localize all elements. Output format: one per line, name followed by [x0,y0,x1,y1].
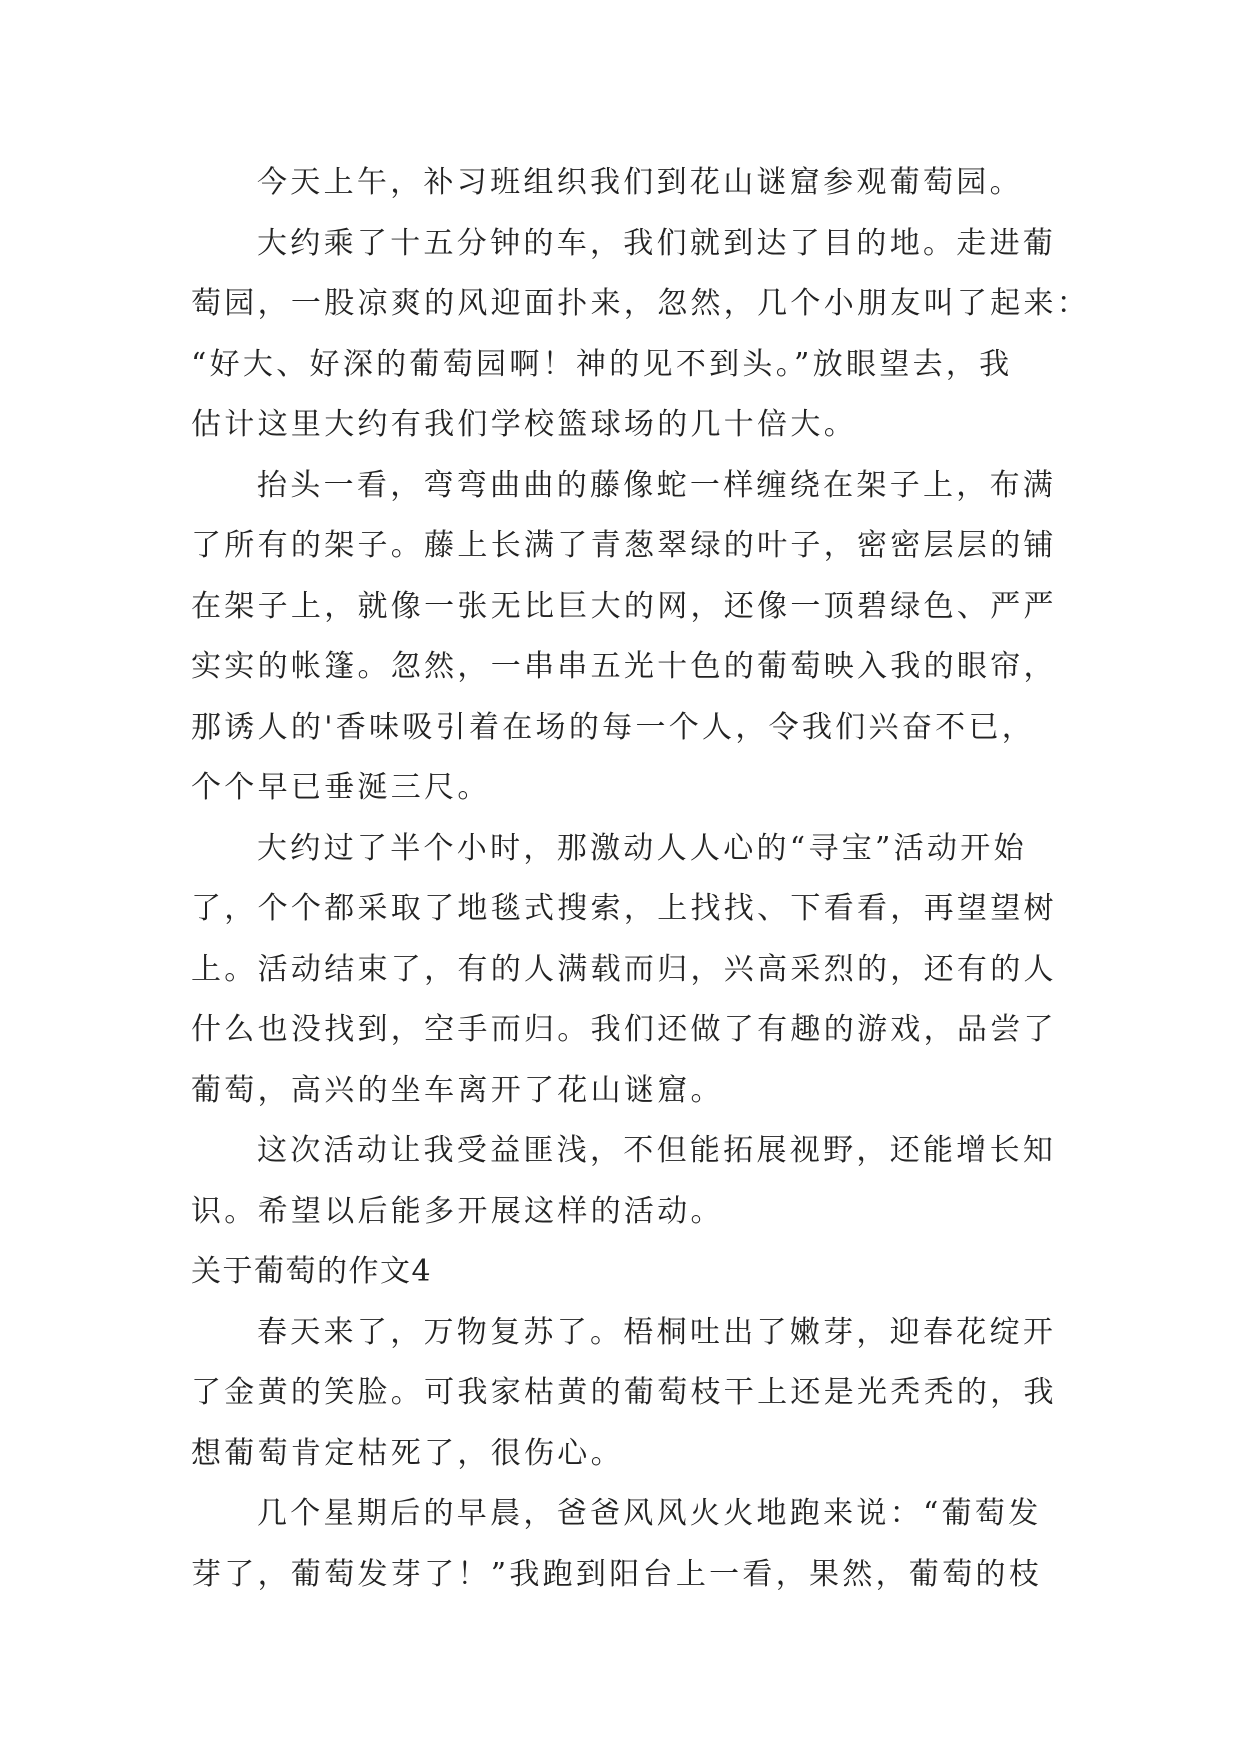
paragraph-line: 萄园，一股凉爽的风迎面扑来，忽然，几个小朋友叫了起来： [191,286,1091,321]
paragraph-line: 大约乘了十五分钟的车，我们就到达了目的地。走进葡 [257,225,1057,261]
paragraph-line: 春天来了，万物复苏了。梧桐吐出了嫩芽，迎春花绽开 [257,1314,1057,1350]
paragraph-line: 在架子上，就像一张无比巨大的网，还像一顶碧绿色、严严 [191,588,1057,624]
paragraph-line: 了，个个都采取了地毯式搜索，上找找、下看看，再望望树 [191,891,1057,926]
paragraph-line: 今天上午，补习班组织我们到花山谜窟参观葡萄园。 [257,165,1023,200]
essay-body [191,153,1091,1605]
paragraph-line: 上。活动结束了，有的人满载而归，兴高采烈的，还有的人 [191,951,1057,987]
paragraph-line: 大约过了半个小时，那激动人人心的“寻宝”活动开始 [257,830,1027,866]
paragraph-line: 个个早已垂涎三尺。 [191,770,491,805]
section-heading: 关于葡萄的作文4 [191,1254,433,1289]
paragraph-line: 几个星期后的早晨，爸爸风风火火地跑来说：“葡萄发 [257,1496,1042,1531]
paragraph-line: 识。希望以后能多开展这样的活动。 [191,1193,724,1229]
paragraph-line: 这次活动让我受益匪浅，不但能拓展视野，还能增长知 [257,1133,1057,1168]
paragraph-line: 了所有的架子。藤上长满了青葱翠绿的叶子，密密层层的铺 [191,528,1057,563]
paragraph-line: 芽了，葡萄发芽了！”我跑到阳台上一看，果然，葡萄的枝 [191,1556,1043,1592]
paragraph-line: 实实的帐篷。忽然，一串串五光十色的葡萄映入我的眼帘， [191,649,1057,684]
paragraph-line: 什么也没找到，空手而归。我们还做了有趣的游戏，品尝了 [191,1012,1057,1047]
paragraph-line: 葡萄，高兴的坐车离开了花山谜窟。 [191,1072,724,1108]
paragraph-line: 了金黄的笑脸。可我家枯黄的葡萄枝干上还是光秃秃的，我 [191,1375,1057,1410]
paragraph-line: 估计这里大约有我们学校篮球场的几十倍大。 [191,407,857,442]
paragraph-line: 想葡萄肯定枯死了，很伤心。 [191,1435,624,1471]
paragraph-line: 那诱人的'香味吸引着在场的每一个人，令我们兴奋不已， [191,709,1036,745]
paragraph-line: “好大、好深的葡萄园啊！神的见不到头。”放眼望去，我 [191,346,1013,382]
paragraph-line: 抬头一看，弯弯曲曲的藤像蛇一样缠绕在架子上，布满 [257,467,1057,503]
